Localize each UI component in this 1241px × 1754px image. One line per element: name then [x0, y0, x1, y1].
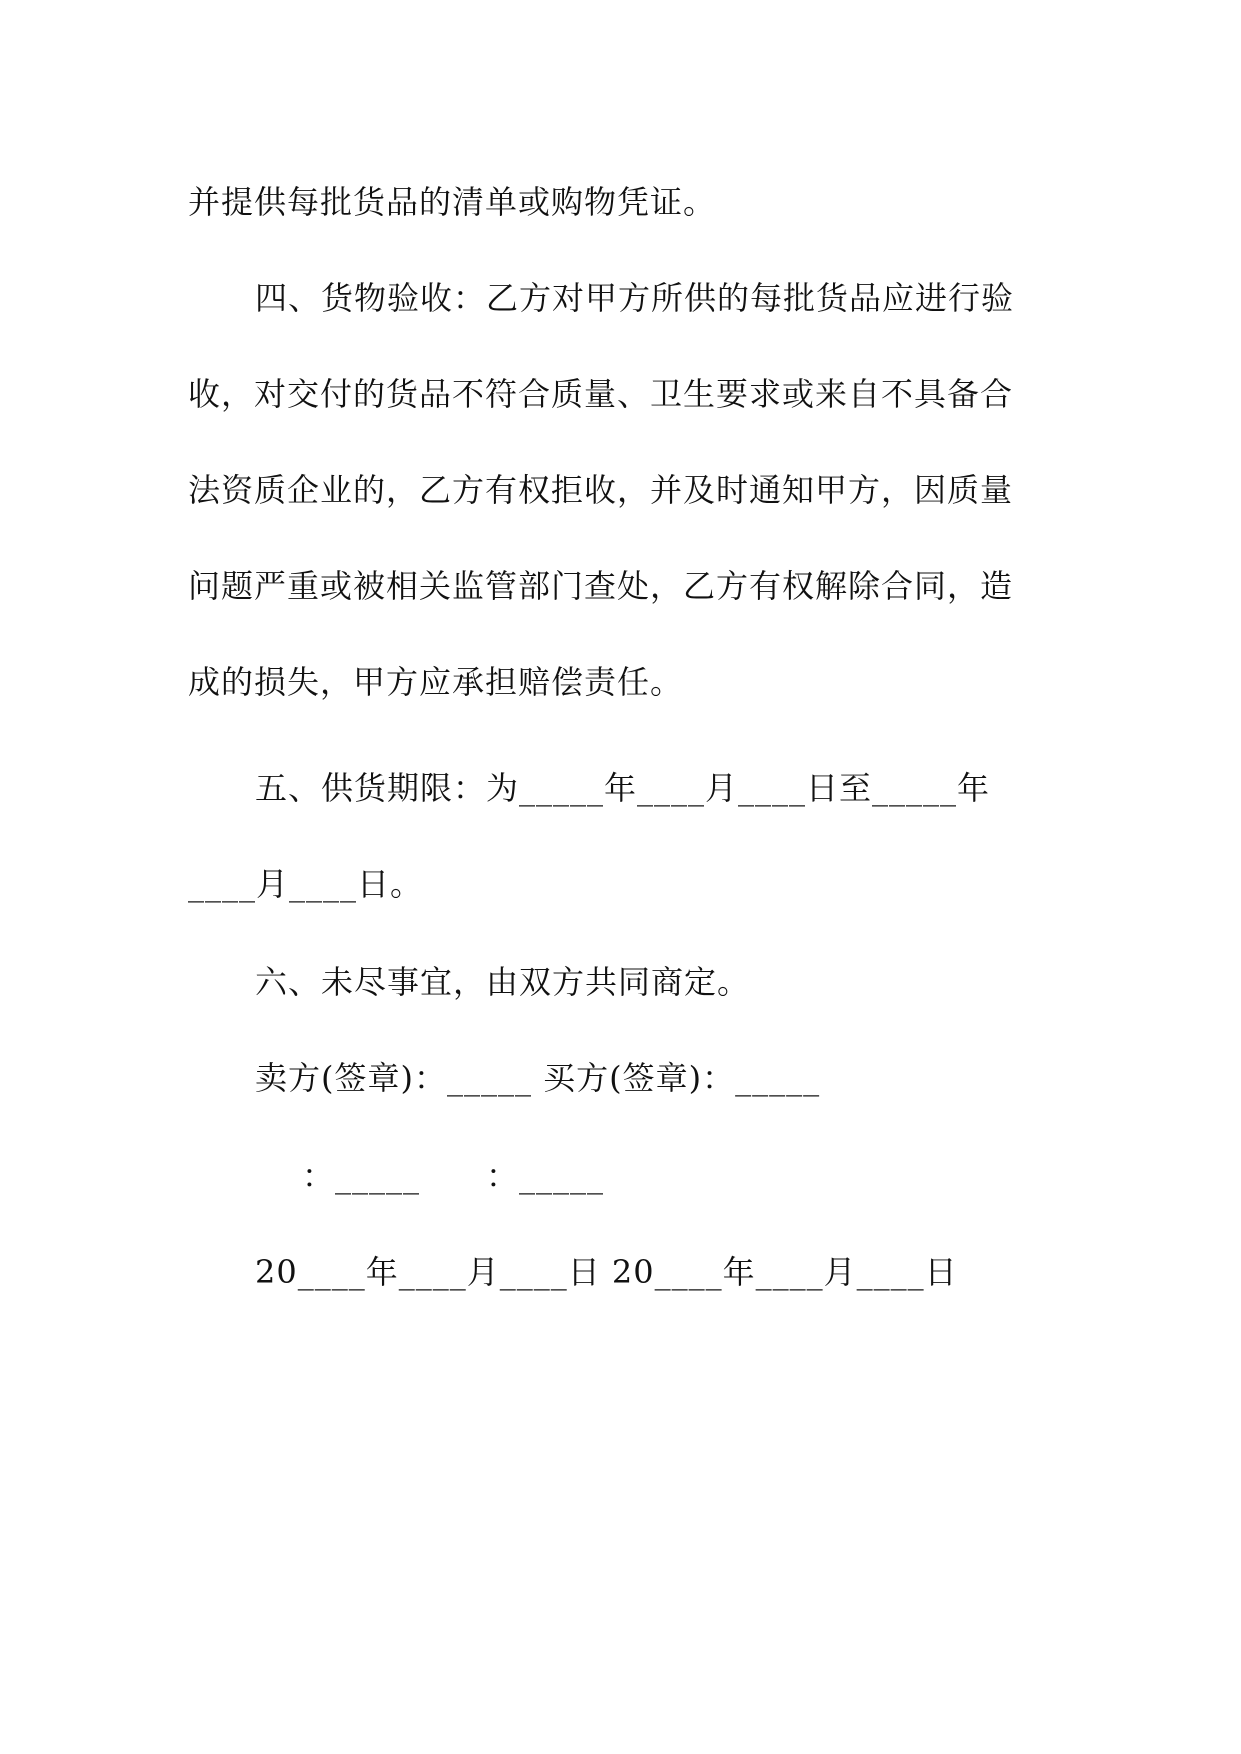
- clause-4-line-1: 四、货物验收：乙方对甲方所供的每批货品应进行验: [255, 279, 1015, 317]
- text-line-1: 并提供每批货品的清单或购物凭证。: [188, 183, 717, 221]
- clause-4-line-4: 问题严重或被相关监管部门查处，乙方有权解除合同，造: [188, 567, 1014, 605]
- representative-line: ：_____ ：_____: [302, 1157, 605, 1195]
- signature-line: 卖方(签章)：_____ 买方(签章)：_____: [255, 1059, 821, 1097]
- clause-4-line-5: 成的损失，甲方应承担赔偿责任。: [188, 663, 684, 701]
- clause-4-line-3: 法资质企业的，乙方有权拒收，并及时通知甲方，因质量: [188, 471, 1014, 509]
- clause-6-line: 六、未尽事宜，由双方共同商定。: [255, 963, 751, 1001]
- date-line: 20____年____月____日 20____年____月____日: [255, 1253, 958, 1291]
- clause-5-line-1: 五、供货期限：为_____年____月____日至_____年: [255, 769, 991, 807]
- clause-5-line-2: ____月____日。: [188, 865, 424, 903]
- clause-4-line-2: 收，对交付的货品不符合质量、卫生要求或来自不具备合: [188, 375, 1014, 413]
